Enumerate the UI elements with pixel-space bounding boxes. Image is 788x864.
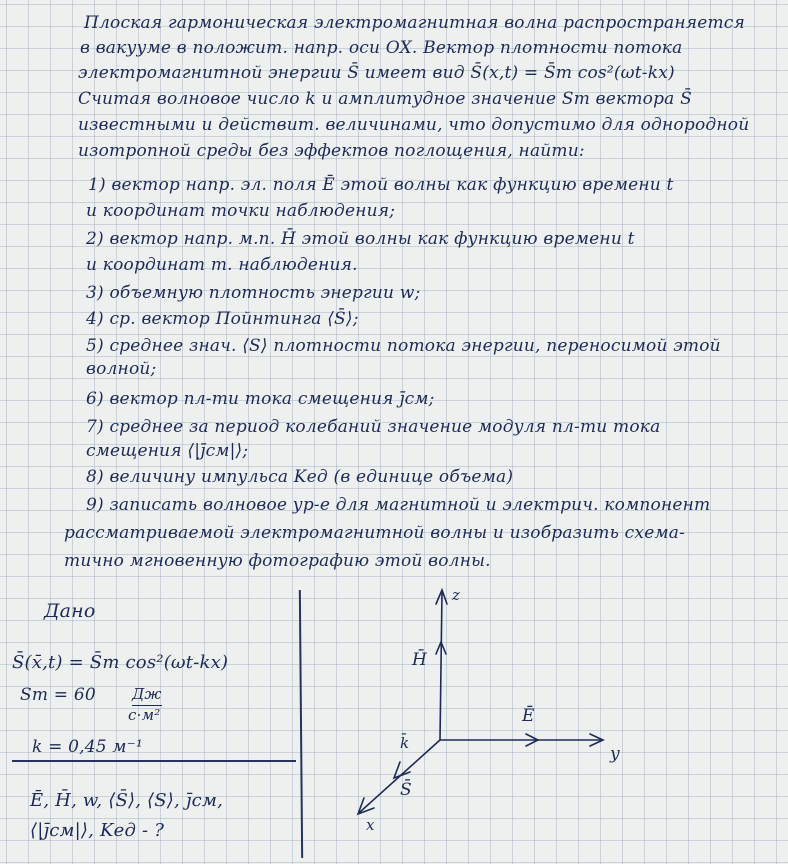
given-sm-unit-num: Дж [132,683,162,706]
k-vector-label: k̄ [400,734,410,752]
z-axis [440,592,442,740]
task-9b: рассматриваемой электромагнитной волны и изобразить схема- [64,523,686,543]
problem-line-4: Считая волновое число k и амплитудное значение Sm вектора S̄ [78,89,692,109]
task-2a: 2) вектор напр. м.п. H̄ этой волны как функцию времени t [86,229,635,249]
problem-line-3: электромагнитной энергии S̄ имеет вид S̄(x,t) = S̄m cos²(ωt-kx) [78,63,675,83]
task-7a: 7) среднее за период колебаний значение модуля пл-ти тока [86,417,661,437]
given-heading: Дано [44,600,96,622]
x-axis-label: x [366,816,375,834]
given-find-line-1: Ē, H̄, w, ⟨S̄⟩, ⟨S⟩, j̄см, [30,790,223,811]
given-sm-unit-den: с·м² [128,706,161,724]
given-sm-value: Sm = 60 [20,685,96,705]
given-separator [12,760,296,762]
given-find-line-2: ⟨|j̄см|⟩, Kед - ? [30,820,165,841]
task-9a: 9) записать волновое ур-е для магнитной и электрич. компонент [86,495,711,515]
wave-diagram [330,580,630,850]
given-k-value: k = 0,45 м⁻¹ [32,737,143,757]
h-vector-label: H̄ [412,650,427,670]
task-5a: 5) среднее знач. ⟨S⟩ плотности потока энергии, переносимой этой [86,336,721,356]
task-3: 3) объемную плотность энергии w; [86,283,421,303]
task-9c: тично мгновенную фотографию этой волны. [64,551,491,571]
e-vector-label: Ē [522,706,535,726]
task-6: 6) вектор пл-ти тока смещения j̄см; [86,389,435,409]
problem-line-1: Плоская гармоническая электромагнитная волна распространяется [84,13,745,33]
task-5b: волной; [86,359,157,379]
task-2b: и координат т. наблюдения. [86,255,358,275]
s-vector-label: S̄ [400,780,412,800]
task-1b: и координат точки наблюдения; [86,201,396,221]
vertical-divider [299,590,303,858]
problem-line-6: изотропной среды без эффектов поглощения, найти: [78,141,585,161]
y-axis-label: y [610,744,620,764]
z-axis-label: z [452,586,460,604]
task-4: 4) ср. вектор Пойнтинга ⟨S̄⟩; [86,309,359,329]
task-7b: смещения ⟨|j̄см|⟩; [86,441,249,461]
task-8: 8) величину импульса Kед (в единице объема) [86,467,514,487]
problem-line-2: в вакууме в положит. напр. оси OX. Вектор плотности потока [80,38,683,58]
given-formula: S̄(x̄,t) = S̄m cos²(ωt-kx) [12,652,229,673]
task-1a: 1) вектор напр. эл. поля Ē этой волны как функцию времени t [88,175,674,195]
problem-line-5: известными и действит. величинами, что допустимо для однородной [78,115,750,135]
